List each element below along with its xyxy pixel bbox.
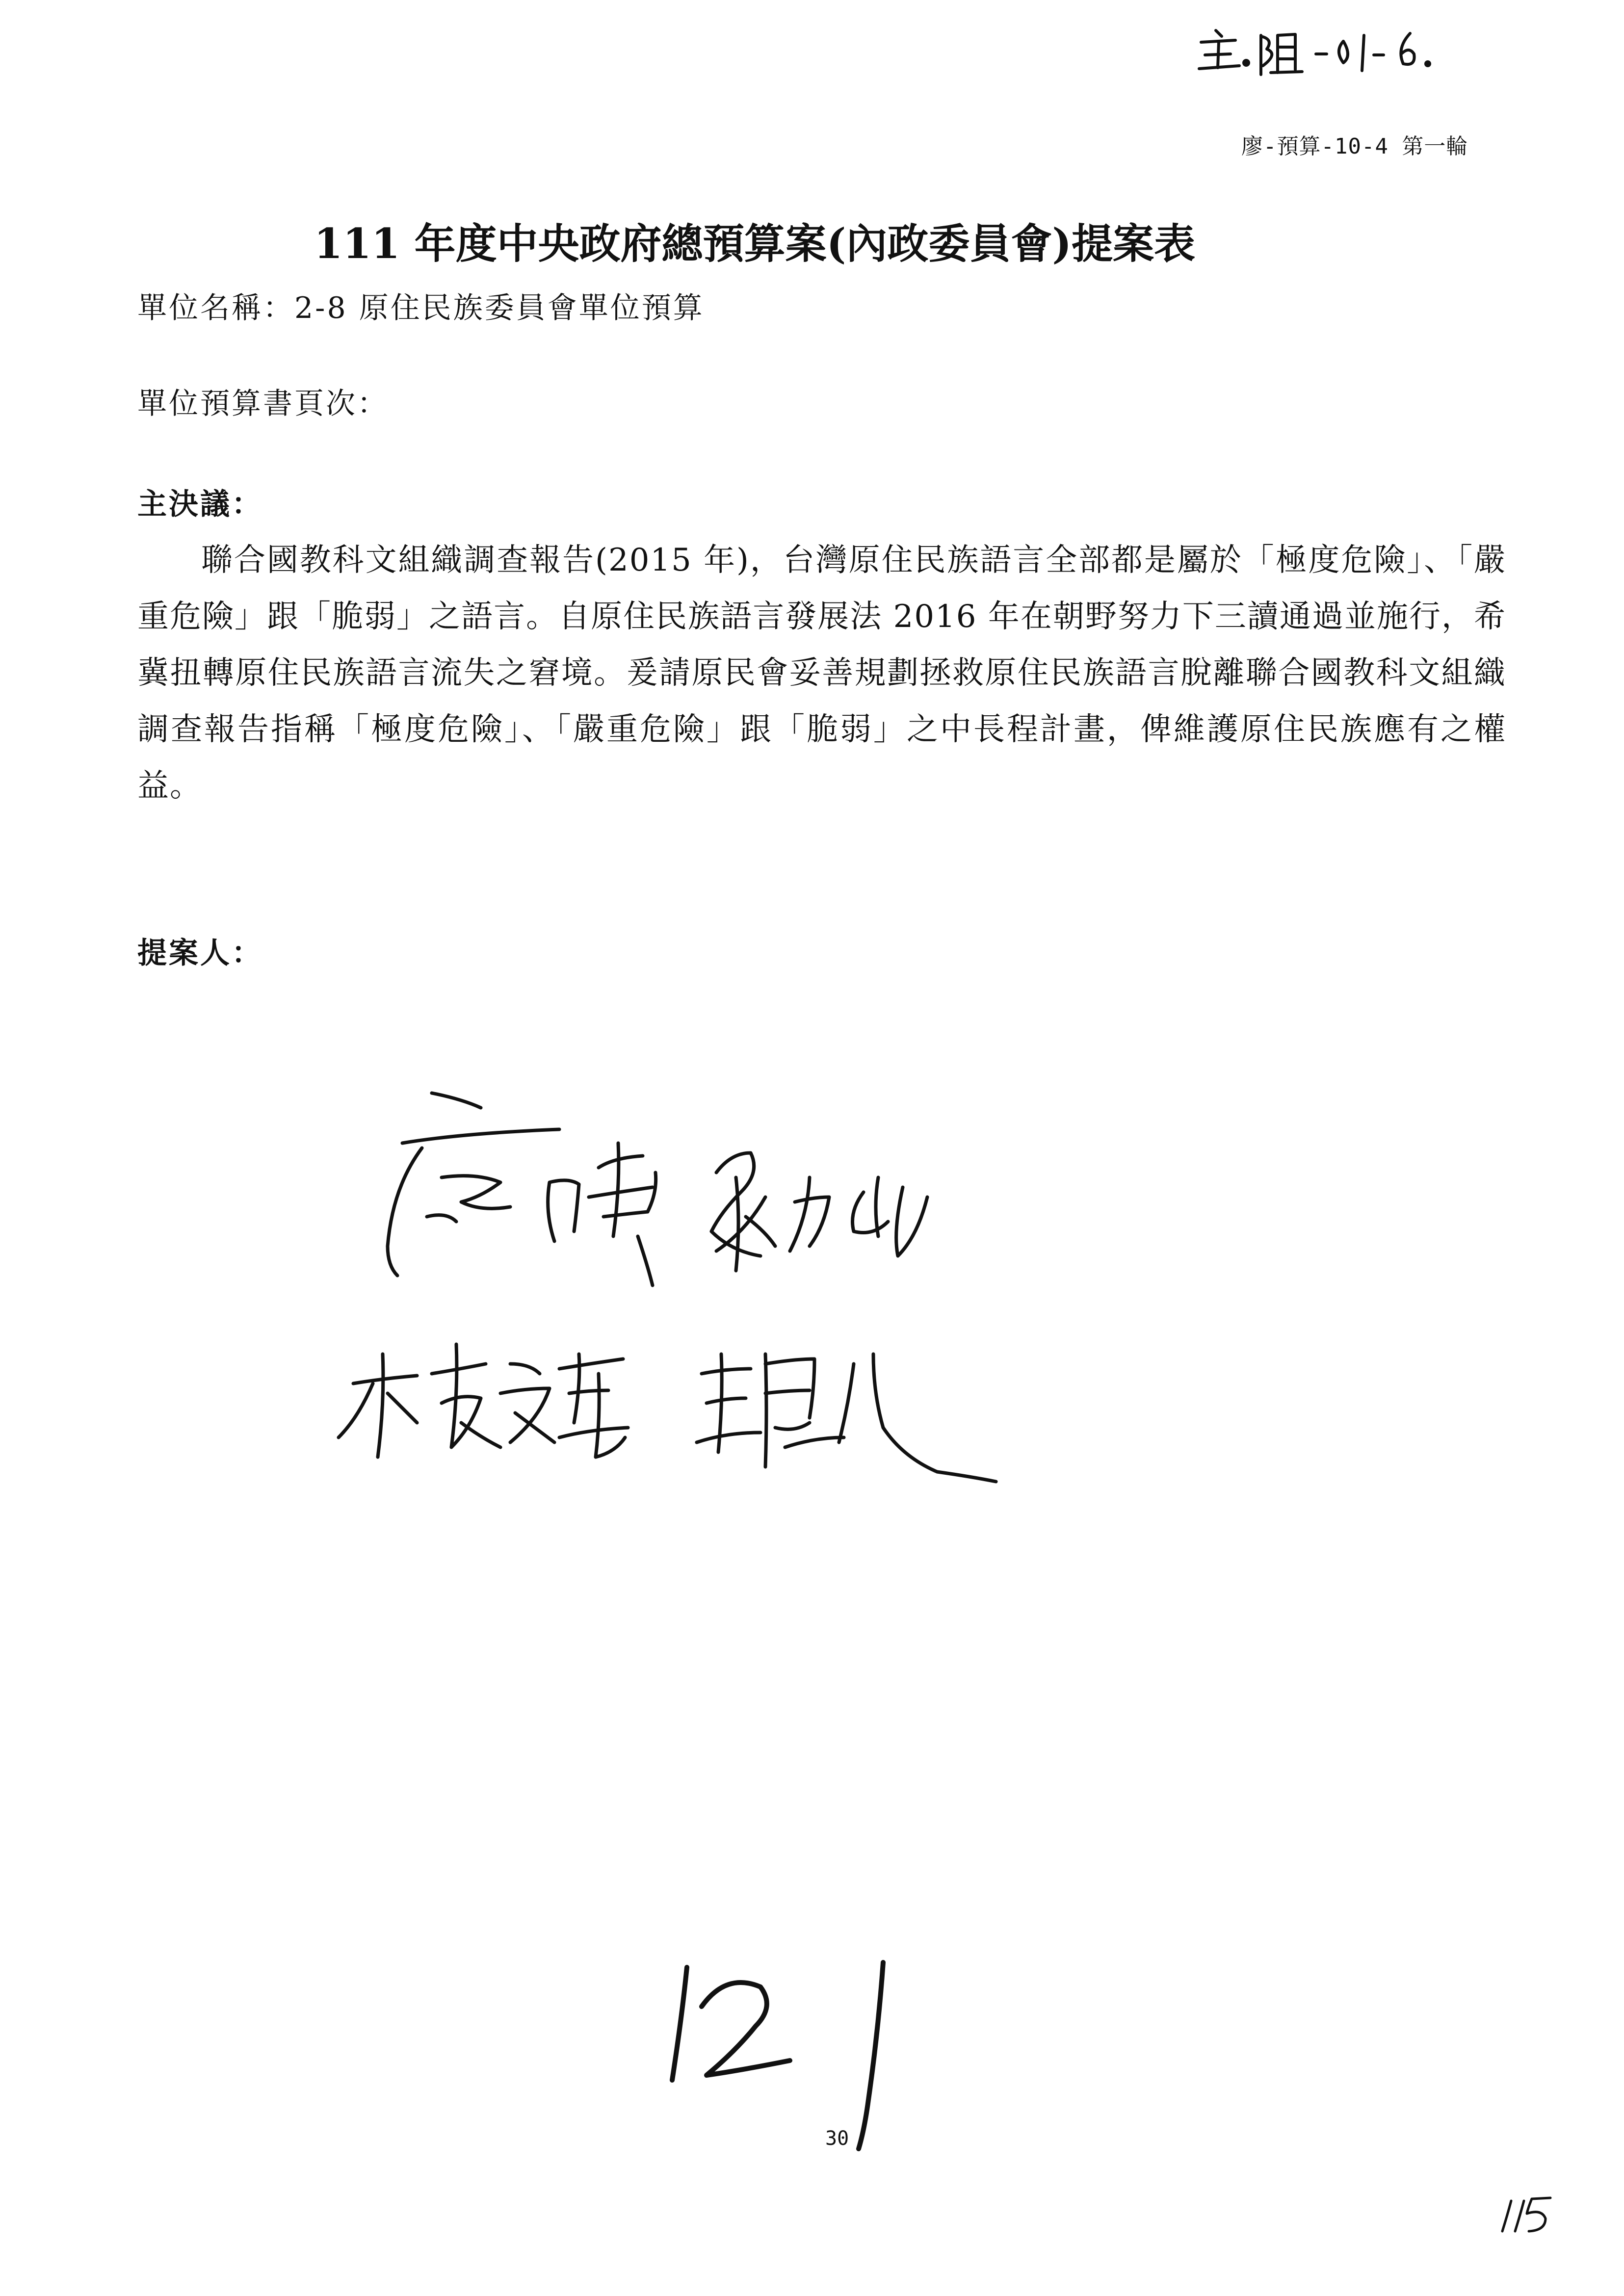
document-title: 111 年度中央政府總預算案(內政委員會)提案表: [314, 219, 1196, 268]
resolution-text: 聯合國教科文組織調查報告(2015 年)，台灣原住民族語言全部都是屬於「極度危險」、「嚴重危險」跟「脆弱」之語言。自原住民族語言發展法 2016 年在朝野努力下三讀通過並施行，希冀扭轉原住民族語言流失之窘境。爰請原民會妥善規劃拯救原住民族語言脫離聯合國教科文組織調查報告指稱「極度危險」、「嚴重危險」跟「脆弱」之中長程計畫，俾維護原住民族應有之權益。: [137, 542, 1506, 804]
page-number: 30: [825, 2127, 849, 2150]
proposer-label: 提案人：: [137, 936, 263, 970]
reference-code: 廖-預算-10-4 第一輪: [1241, 134, 1468, 159]
resolution-heading: 主決議：: [137, 487, 263, 522]
budget-page-label: 單位預算書頁次：: [137, 387, 389, 421]
resolution-body: [137, 532, 1506, 814]
unit-name: 單位名稱：2-8 原住民族委員會單位預算: [137, 291, 705, 325]
